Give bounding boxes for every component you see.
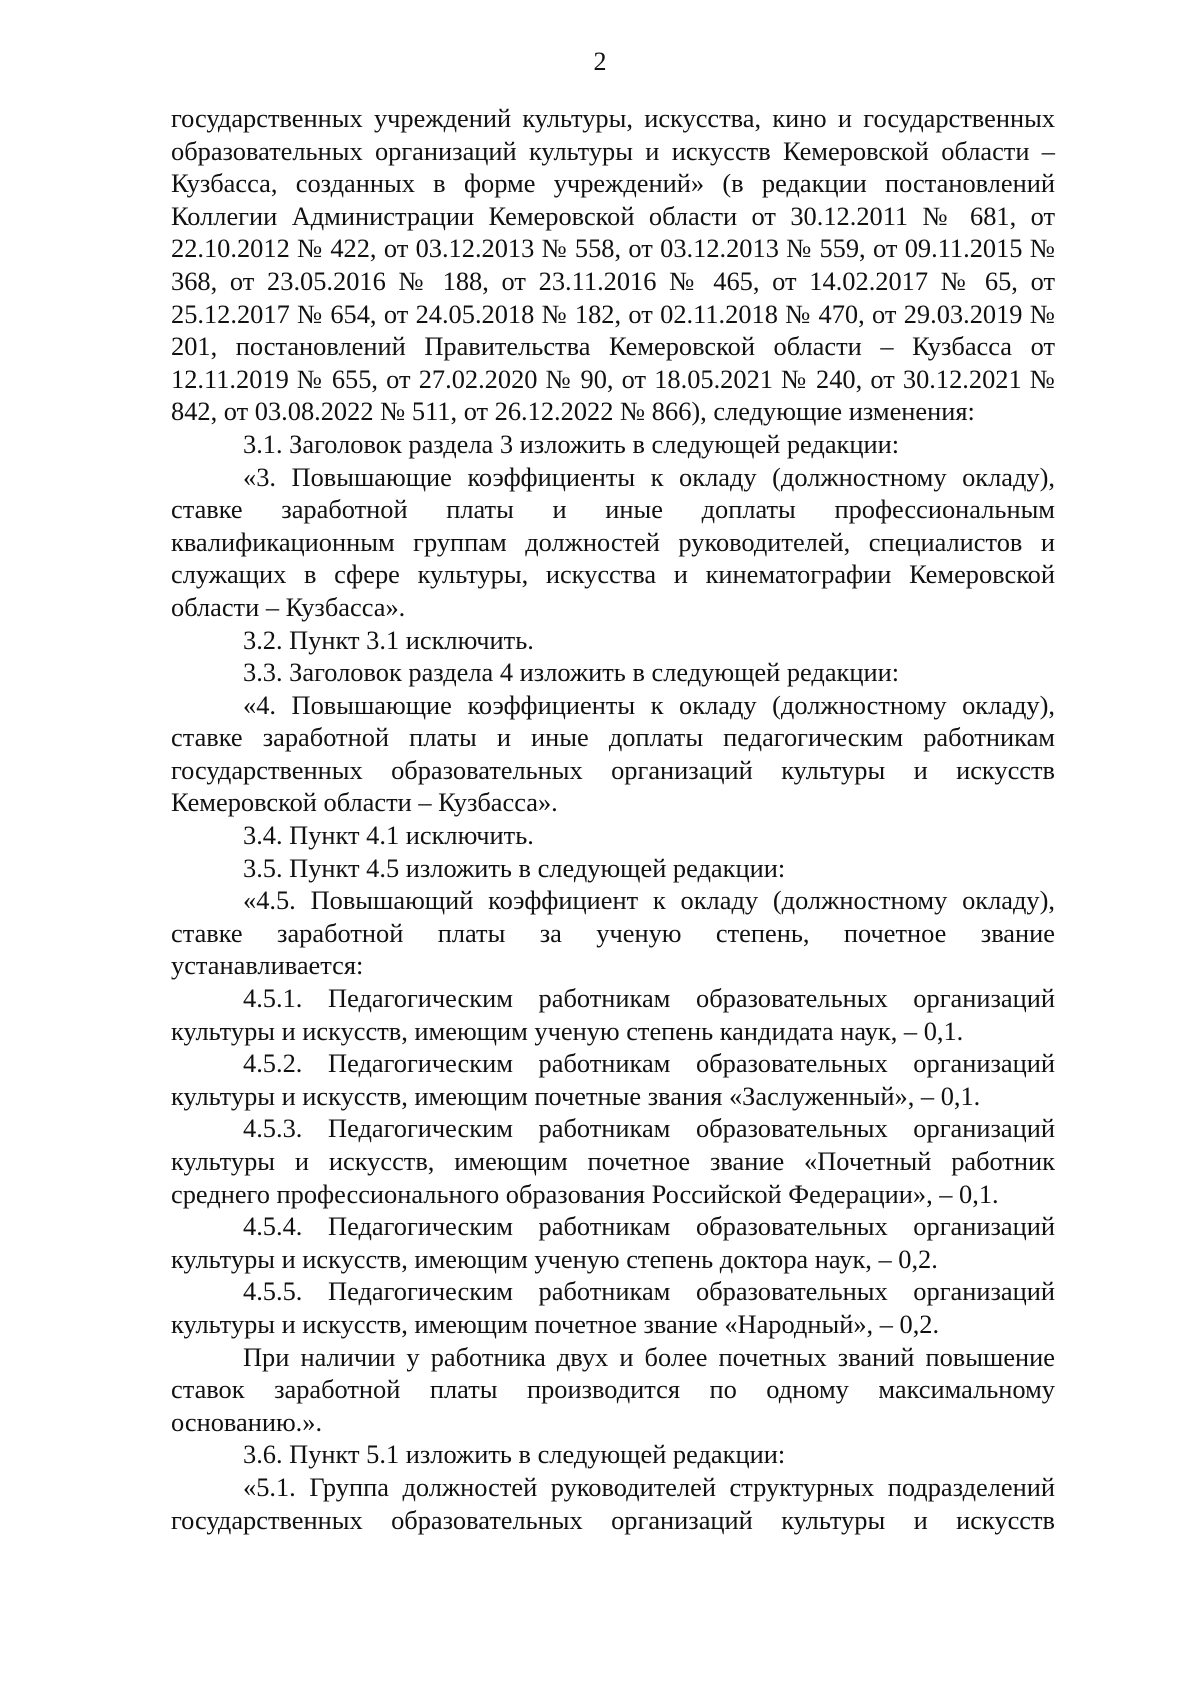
- paragraph-preamble: государственных учреждений культуры, искусства, кино и государственных образовательных организаций культуры и искусств Кемеровской области – Кузбасса, созданных в форме учреждений» (в редакции постановлений Коллегии Администрации Кемеровской области от 30.12.2011 № 681, от 22.10.2012 № 422, от 03.12.2013 № 558, от 03.12.2013 № 559, от 09.11.2015 № 368, от 23.05.2016 № 188, от 23.11.2016 № 465, от 14.02.2017 № 65, от 25.12.2017 № 654, от 24.05.2018 № 182, от 02.11.2018 № 470, от 29.03.2019 № 201, постановлений Правительства Кемеровской области – Кузбасса от 12.11.2019 № 655, от 27.02.2020 № 90, от 18.05.2021 № 240, от 30.12.2021 № 842, от 03.08.2022 № 511, от 26.12.2022 № 866), следующие изменения:: [171, 103, 1055, 427]
- paragraph-item-4-5-3: 4.5.3. Педагогическим работникам образовательных организаций культуры и искусств, имеющим почетное звание «Почетный работник среднего профессионального образования Российской Федерации», – 0,1.: [171, 1113, 1055, 1209]
- paragraph-item-3-3: 3.3. Заголовок раздела 4 изложить в следующей редакции:: [243, 657, 900, 688]
- paragraph-item-3-1: 3.1. Заголовок раздела 3 изложить в следующей редакции:: [243, 428, 900, 459]
- paragraph-item-3-6: 3.6. Пункт 5.1 изложить в следующей редакции:: [243, 1439, 786, 1470]
- paragraph-item-3-2: 3.2. Пункт 3.1 исключить.: [243, 624, 534, 655]
- paragraph-section-3-heading: «3. Повышающие коэффициенты к окладу (должностному окладу), ставке заработной платы и иные доплаты профессиональным квалификационным группам должностей руководителей, специалистов и служащих в сфере культуры, искусства и кинематографии Кемеровской области – Кузбасса».: [171, 461, 1055, 622]
- document-body: [171, 102, 1055, 1536]
- paragraph-item-3-5: 3.5. Пункт 4.5 изложить в следующей редакции:: [243, 852, 786, 883]
- paragraph-item-4-5-2: 4.5.2. Педагогическим работникам образовательных организаций культуры и искусств, имеющим почетные звания «Заслуженный», – 0,1.: [171, 1048, 1055, 1111]
- paragraph-item-5-1: «5.1. Группа должностей руководителей структурных подразделений государственных образовательных организаций культуры и искусств: [171, 1471, 1055, 1535]
- paragraph-section-4-heading: «4. Повышающие коэффициенты к окладу (должностному окладу), ставке заработной платы и иные доплаты педагогическим работникам государственных образовательных организаций культуры и искусств Кемеровской области – Кузбасса».: [171, 689, 1055, 818]
- paragraph-item-4-5-4: 4.5.4. Педагогическим работникам образовательных организаций культуры и искусств, имеющим ученую степень доктора наук, – 0,2.: [171, 1211, 1055, 1274]
- paragraph-item-4-5-1: 4.5.1. Педагогическим работникам образовательных организаций культуры и искусств, имеющим ученую степень кандидата наук, – 0,1.: [171, 983, 1055, 1046]
- paragraph-multiple-titles-rule: При наличии у работника двух и более почетных званий повышение ставок заработной платы производится по одному максимальному основанию.».: [171, 1341, 1055, 1437]
- paragraph-item-4-5: «4.5. Повышающий коэффициент к окладу (должностному окладу), ставке заработной платы за ученую степень, почетное звание устанавливается:: [171, 885, 1055, 981]
- paragraph-item-4-5-5: 4.5.5. Педагогическим работникам образовательных организаций культуры и искусств, имеющим почетное звание «Народный», – 0,2.: [171, 1276, 1055, 1339]
- page-number: 2: [593, 47, 607, 76]
- paragraph-item-3-4: 3.4. Пункт 4.1 исключить.: [243, 820, 534, 851]
